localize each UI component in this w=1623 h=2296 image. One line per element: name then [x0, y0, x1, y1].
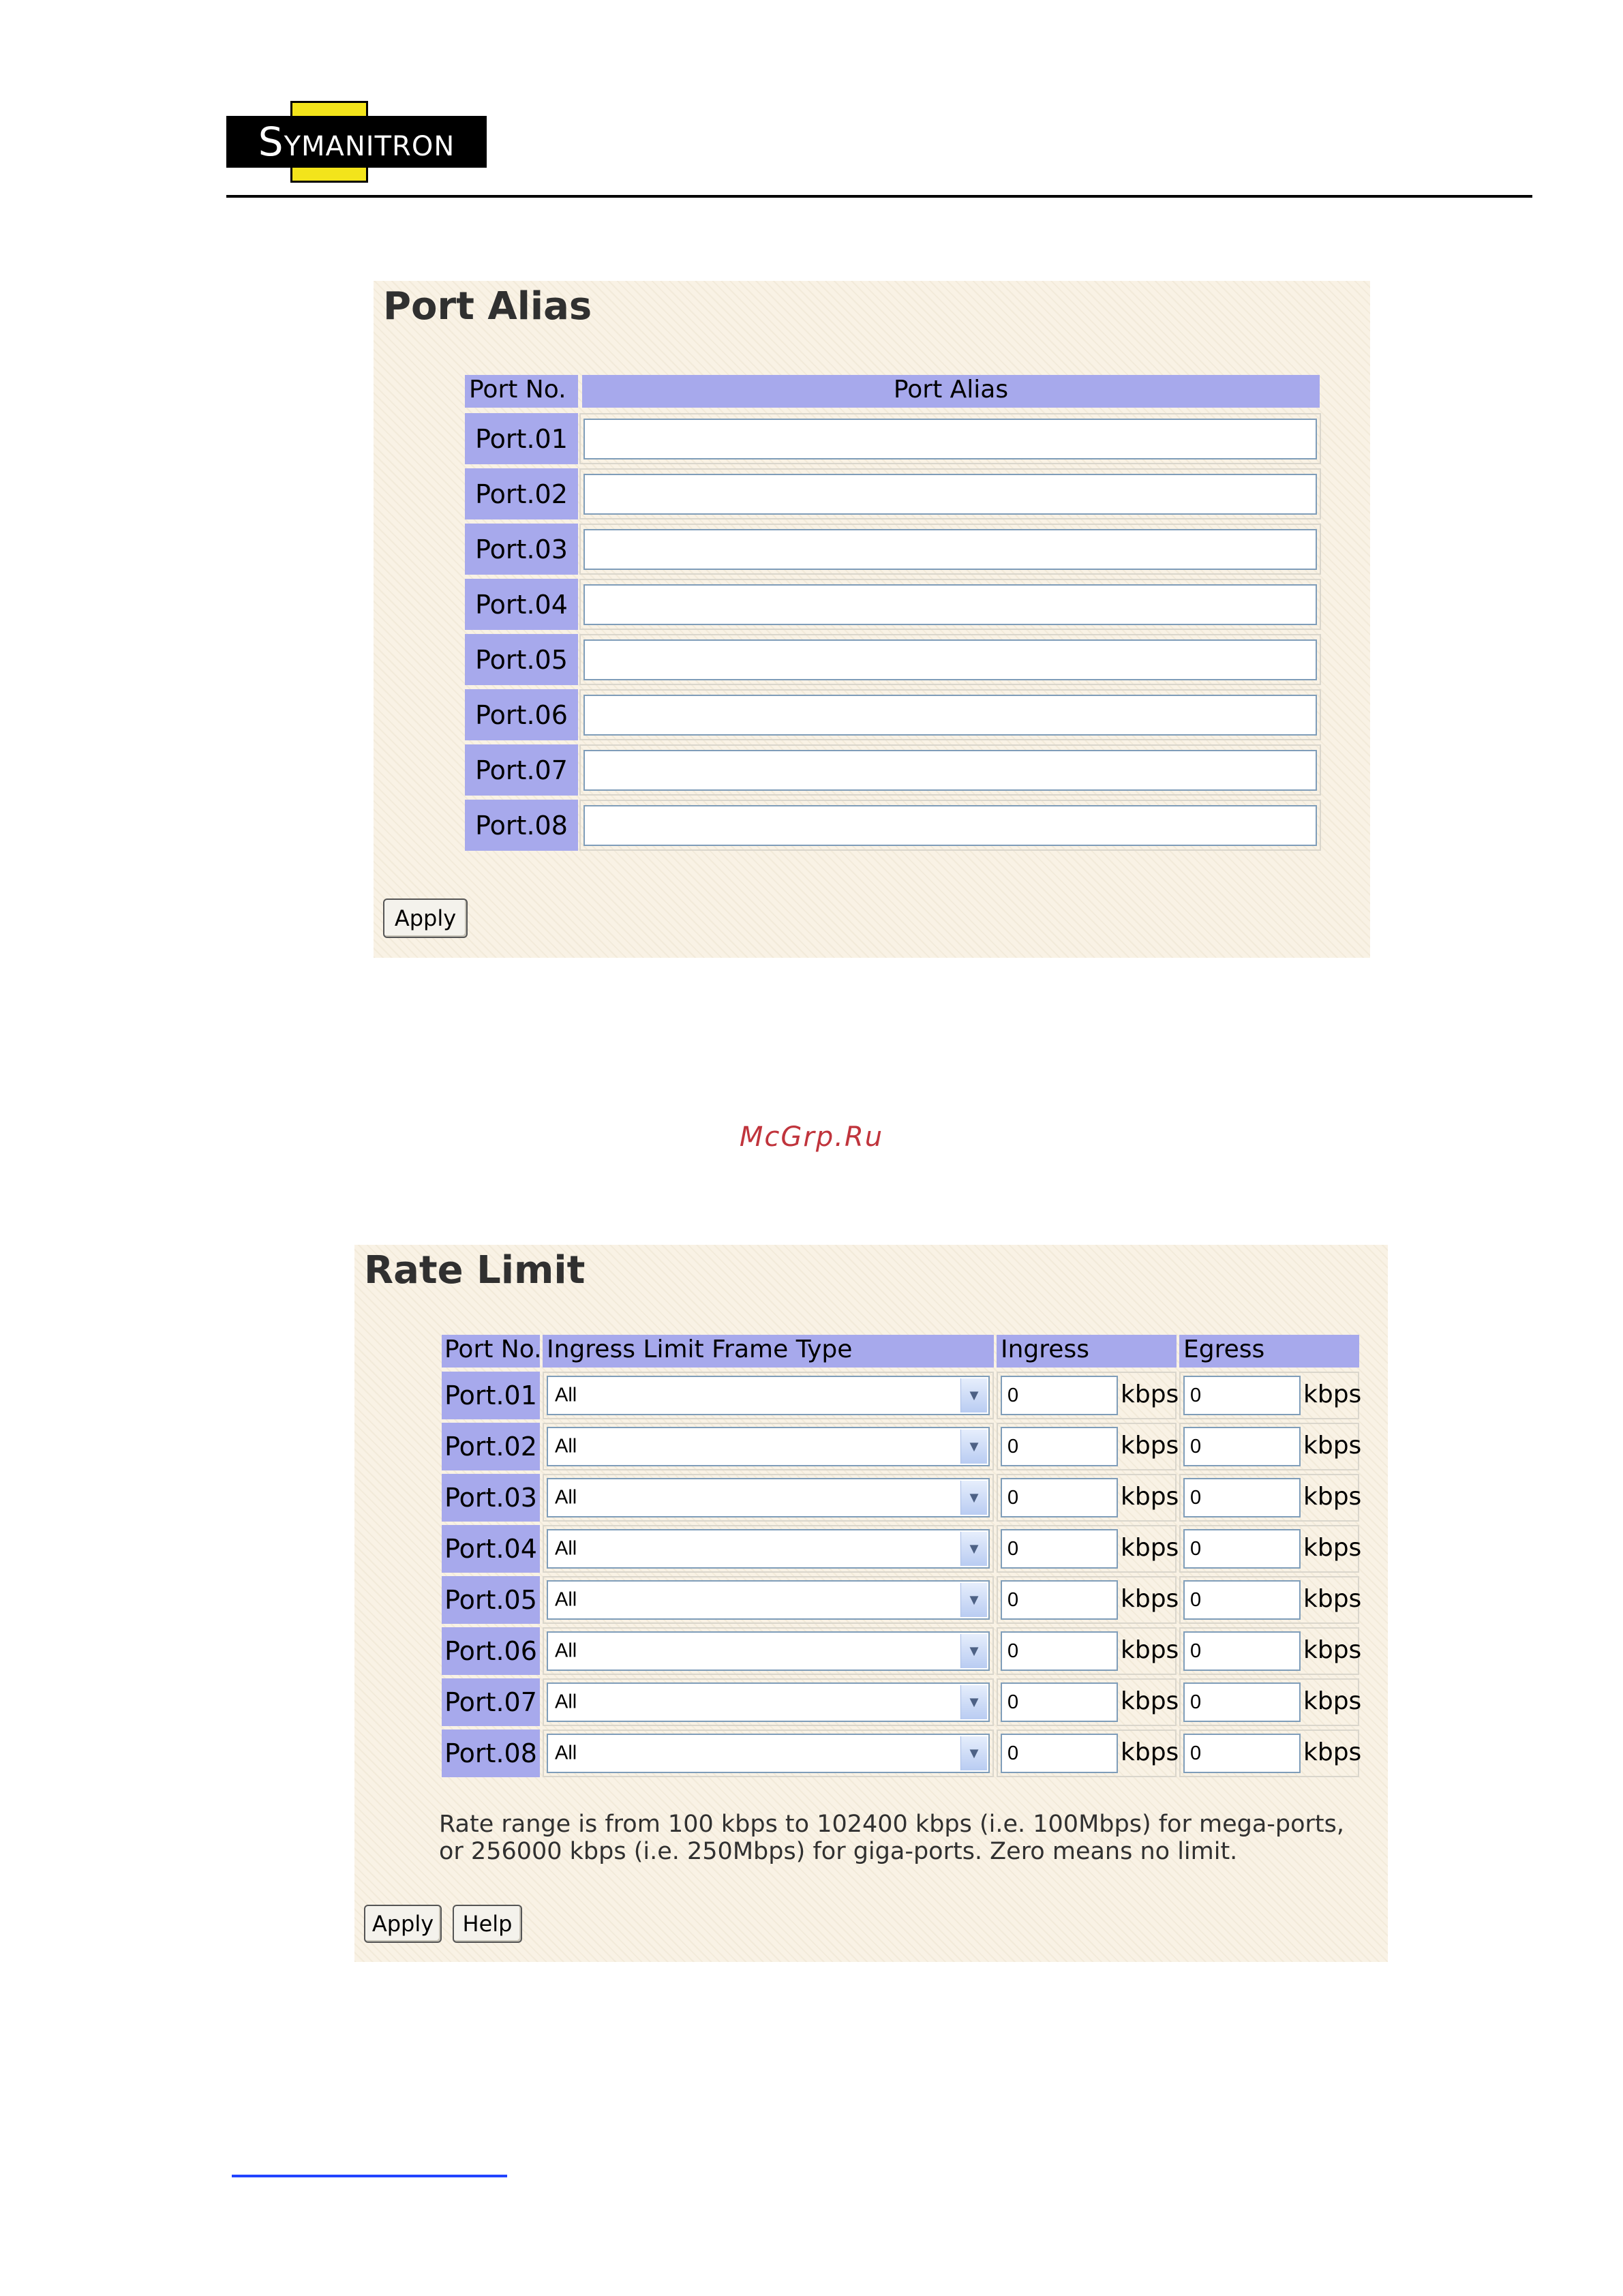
frame-type-select[interactable]: [547, 1682, 990, 1722]
frame-type-selected-value: All: [555, 1384, 577, 1406]
ingress-rate-input[interactable]: 0: [1001, 1631, 1118, 1671]
logo-text: SYMANITRON: [258, 119, 455, 165]
frame-type-selected-value: All: [555, 1435, 577, 1457]
header-divider: [226, 195, 1532, 198]
rate-limit-port-label: Port.05: [442, 1576, 540, 1624]
port-alias-input[interactable]: [583, 419, 1317, 459]
chevron-down-icon[interactable]: ▼: [960, 1634, 987, 1668]
chevron-down-icon[interactable]: ▼: [960, 1532, 987, 1566]
ingress-unit-label: kbps: [1121, 1585, 1179, 1613]
egress-unit-label: kbps: [1303, 1534, 1362, 1562]
rate-limit-help-button[interactable]: Help: [453, 1905, 522, 1943]
rate-limit-header-port-no: Port No.: [442, 1335, 540, 1368]
chevron-down-icon[interactable]: ▼: [960, 1685, 987, 1719]
footer-link-underline: [232, 2175, 507, 2177]
ingress-unit-label: kbps: [1121, 1380, 1179, 1408]
ingress-rate-input[interactable]: 0: [1001, 1427, 1118, 1466]
egress-rate-input[interactable]: 0: [1183, 1734, 1301, 1773]
frame-type-select[interactable]: [547, 1631, 990, 1671]
chevron-down-icon[interactable]: ▼: [960, 1736, 987, 1770]
ingress-unit-label: kbps: [1121, 1483, 1179, 1511]
port-alias-input[interactable]: [583, 805, 1317, 846]
ingress-unit-label: kbps: [1121, 1687, 1179, 1715]
port-alias-port-label: Port.08: [465, 800, 578, 851]
chevron-down-icon[interactable]: ▼: [960, 1583, 987, 1617]
rate-limit-note-line-1: Rate range is from 100 kbps to 102400 kbps (i.e. 100Mbps) for mega-ports,: [439, 1811, 1345, 1838]
frame-type-selected-value: All: [555, 1691, 577, 1713]
port-alias-input[interactable]: [583, 529, 1317, 570]
port-alias-input[interactable]: [583, 474, 1317, 515]
rate-limit-note-line-2: or 256000 kbps (i.e. 250Mbps) for giga-ports. Zero means no limit.: [439, 1838, 1238, 1865]
port-alias-header-alias: Port Alias: [582, 375, 1320, 408]
watermark-text: McGrp.Ru: [739, 1121, 884, 1153]
ingress-unit-label: kbps: [1121, 1534, 1179, 1562]
logo-black-bar: [226, 116, 487, 168]
frame-type-select[interactable]: [547, 1580, 990, 1620]
rate-limit-port-label: Port.07: [442, 1678, 540, 1726]
port-alias-port-label: Port.05: [465, 634, 578, 685]
egress-unit-label: kbps: [1303, 1432, 1362, 1460]
port-alias-port-label: Port.03: [465, 524, 578, 575]
symanitron-logo: [226, 101, 487, 185]
rate-limit-port-label: Port.06: [442, 1627, 540, 1675]
ingress-rate-input[interactable]: 0: [1001, 1580, 1118, 1620]
port-alias-panel: [374, 281, 1370, 958]
rate-limit-port-label: Port.04: [442, 1525, 540, 1573]
chevron-down-icon[interactable]: ▼: [960, 1378, 987, 1413]
ingress-rate-input[interactable]: 0: [1001, 1478, 1118, 1517]
frame-type-selected-value: All: [555, 1640, 577, 1662]
egress-unit-label: kbps: [1303, 1687, 1362, 1715]
port-alias-input[interactable]: [583, 584, 1317, 625]
frame-type-selected-value: All: [555, 1486, 577, 1509]
ingress-rate-input[interactable]: 0: [1001, 1682, 1118, 1722]
port-alias-input[interactable]: [583, 750, 1317, 791]
frame-type-select[interactable]: [547, 1376, 990, 1415]
egress-rate-input[interactable]: 0: [1183, 1580, 1301, 1620]
port-alias-port-label: Port.02: [465, 468, 578, 519]
rate-limit-header-frame-type: Ingress Limit Frame Type: [543, 1335, 994, 1368]
egress-rate-input[interactable]: 0: [1183, 1427, 1301, 1466]
rate-limit-panel: [354, 1245, 1388, 1962]
egress-rate-input[interactable]: 0: [1183, 1631, 1301, 1671]
frame-type-selected-value: All: [555, 1588, 577, 1611]
rate-limit-port-label: Port.08: [442, 1729, 540, 1777]
egress-unit-label: kbps: [1303, 1380, 1362, 1408]
rate-limit-apply-button[interactable]: Apply: [364, 1905, 442, 1943]
ingress-unit-label: kbps: [1121, 1432, 1179, 1460]
port-alias-header-port-no: Port No.: [465, 375, 578, 408]
egress-rate-input[interactable]: 0: [1183, 1478, 1301, 1517]
chevron-down-icon[interactable]: ▼: [960, 1430, 987, 1464]
ingress-unit-label: kbps: [1121, 1636, 1179, 1664]
rate-limit-port-label: Port.01: [442, 1372, 540, 1419]
egress-unit-label: kbps: [1303, 1738, 1362, 1766]
ingress-rate-input[interactable]: 0: [1001, 1734, 1118, 1773]
frame-type-select[interactable]: [547, 1734, 990, 1773]
egress-rate-input[interactable]: 0: [1183, 1376, 1301, 1415]
chevron-down-icon[interactable]: ▼: [960, 1481, 987, 1515]
port-alias-port-label: Port.04: [465, 579, 578, 630]
port-alias-port-label: Port.06: [465, 689, 578, 740]
egress-rate-input[interactable]: 0: [1183, 1682, 1301, 1722]
ingress-unit-label: kbps: [1121, 1738, 1179, 1766]
port-alias-input[interactable]: [583, 639, 1317, 680]
port-alias-port-label: Port.07: [465, 744, 578, 796]
frame-type-select[interactable]: [547, 1478, 990, 1517]
rate-limit-port-label: Port.03: [442, 1474, 540, 1522]
egress-rate-input[interactable]: 0: [1183, 1529, 1301, 1569]
rate-limit-port-label: Port.02: [442, 1423, 540, 1470]
port-alias-apply-button[interactable]: Apply: [383, 898, 468, 938]
egress-unit-label: kbps: [1303, 1585, 1362, 1613]
rate-limit-title: Rate Limit: [364, 1248, 586, 1293]
rate-limit-header-egress: Egress: [1179, 1335, 1359, 1368]
frame-type-select[interactable]: [547, 1427, 990, 1466]
ingress-rate-input[interactable]: 0: [1001, 1376, 1118, 1415]
frame-type-selected-value: All: [555, 1742, 577, 1764]
frame-type-select[interactable]: [547, 1529, 990, 1569]
egress-unit-label: kbps: [1303, 1483, 1362, 1511]
frame-type-selected-value: All: [555, 1537, 577, 1560]
port-alias-input[interactable]: [583, 695, 1317, 736]
rate-limit-header-ingress: Ingress: [997, 1335, 1177, 1368]
ingress-rate-input[interactable]: 0: [1001, 1529, 1118, 1569]
egress-unit-label: kbps: [1303, 1636, 1362, 1664]
port-alias-title: Port Alias: [383, 284, 592, 329]
port-alias-port-label: Port.01: [465, 413, 578, 464]
